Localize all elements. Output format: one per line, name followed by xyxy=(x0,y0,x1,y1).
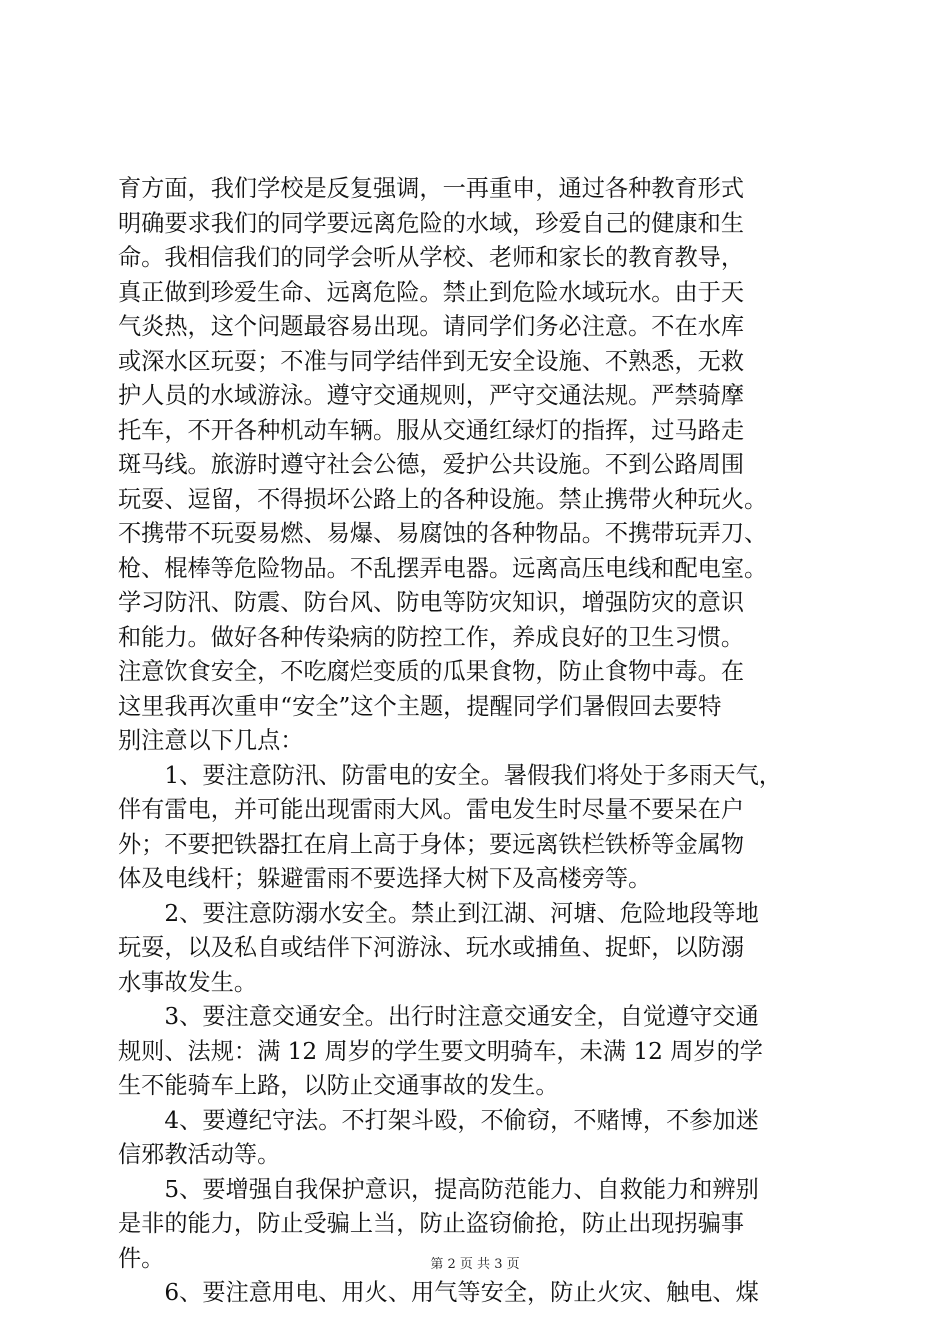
text-line: 学习防汛、防震、防台风、防电等防灾知识，增强防灾的意识 xyxy=(118,589,745,616)
text-line: 或深水区玩耍；不准与同学结伴到无安全设施、不熟悉，无救 xyxy=(118,347,745,375)
text-line: 体及电线杆；躲避雷雨不要选择大树下及高楼旁等。 xyxy=(118,865,652,892)
text-line: 4、要遵纪守法。不打架斗殴，不偷窃，不赌博，不参加迷 xyxy=(118,1106,759,1134)
text-line: 6、要注意用电、用火、用气等安全，防止火灾、触电、煤 xyxy=(118,1279,759,1306)
text-line: 生不能骑车上路，以防止交通事故的发生。 xyxy=(118,1072,559,1099)
text-line: 护人员的水域游泳。遵守交通规则，严守交通法规。严禁骑摩 xyxy=(118,382,745,409)
text-line: 是非的能力，防止受骗上当，防止盗窃偷抢，防止出现拐骗事 xyxy=(118,1210,745,1237)
text-line: 规则、法规：满 12 周岁的学生要文明骑车，未满 12 周岁的学 xyxy=(118,1037,763,1065)
text-line: 别注意以下几点： xyxy=(118,727,304,754)
text-line: 3、要注意交通安全。出行时注意交通安全，自觉遵守交通 xyxy=(118,1003,759,1030)
page-footer xyxy=(0,1256,950,1274)
text-line: 注意饮食安全，不吃腐烂变质的瓜果食物，防止食物中毒。在 xyxy=(118,658,745,685)
text-line: 托车，不开各种机动车辆。服从交通红绿灯的指挥，过马路走 xyxy=(118,416,745,444)
text-line: 水事故发生。 xyxy=(118,968,258,996)
text-line: 真正做到珍爱生命、远离危险。禁止到危险水域玩水。由于天 xyxy=(118,278,745,306)
text-line: 命。我相信我们的同学会听从学校、老师和家长的教育教导， xyxy=(118,244,745,271)
page-number-label: 第 2 页 共 3 页 xyxy=(430,1257,520,1272)
text-line: 这里我再次重申“安全”这个主题，提醒同学们暑假回去要特 xyxy=(118,692,722,720)
text-line: 斑马线。旅游时遵守社会公德，爱护公共设施。不到公路周围 xyxy=(118,451,745,478)
text-line: 枪、棍棒等危险物品。不乱摆弄电器。远离高压电线和配电室。 xyxy=(118,554,768,582)
text-line: 玩耍、逗留，不得损坏公路上的各种设施。禁止携带火种玩火。 xyxy=(118,485,768,513)
text-line: 外；不要把铁器扛在肩上高于身体；要远离铁栏铁桥等金属物 xyxy=(118,830,745,858)
text-line: 2、要注意防溺水安全。禁止到江湖、河塘、危险地段等地 xyxy=(118,899,759,927)
text-line: 和能力。做好各种传染病的防控工作，养成良好的卫生习惯。 xyxy=(118,623,745,651)
text-line: 5、要增强自我保护意识，提高防范能力、自救能力和辨别 xyxy=(118,1175,759,1203)
body-text xyxy=(118,172,834,1311)
text-line: 明确要求我们的同学要远离危险的水域，珍爱自己的健康和生 xyxy=(118,209,745,237)
text-line: 育方面，我们学校是反复强调，一再重申，通过各种教育形式 xyxy=(118,175,745,202)
text-line: 不携带不玩耍易燃、易爆、易腐蚀的各种物品。不携带玩弄刀、 xyxy=(118,520,768,547)
text-line: 件。 xyxy=(118,1244,165,1272)
text-line: 气炎热，这个问题最容易出现。请同学们务必注意。不在水库 xyxy=(118,313,745,340)
text-line: 玩耍，以及私自或结伴下河游泳、玩水或捕鱼、捉虾，以防溺 xyxy=(118,934,745,961)
text-line: 伴有雷电，并可能出现雷雨大风。雷电发生时尽量不要呆在户 xyxy=(118,796,745,823)
text-line: 信邪教活动等。 xyxy=(118,1141,281,1168)
text-line: 1、要注意防汛、防雷电的安全。暑假我们将处于多雨天气， xyxy=(118,761,782,789)
